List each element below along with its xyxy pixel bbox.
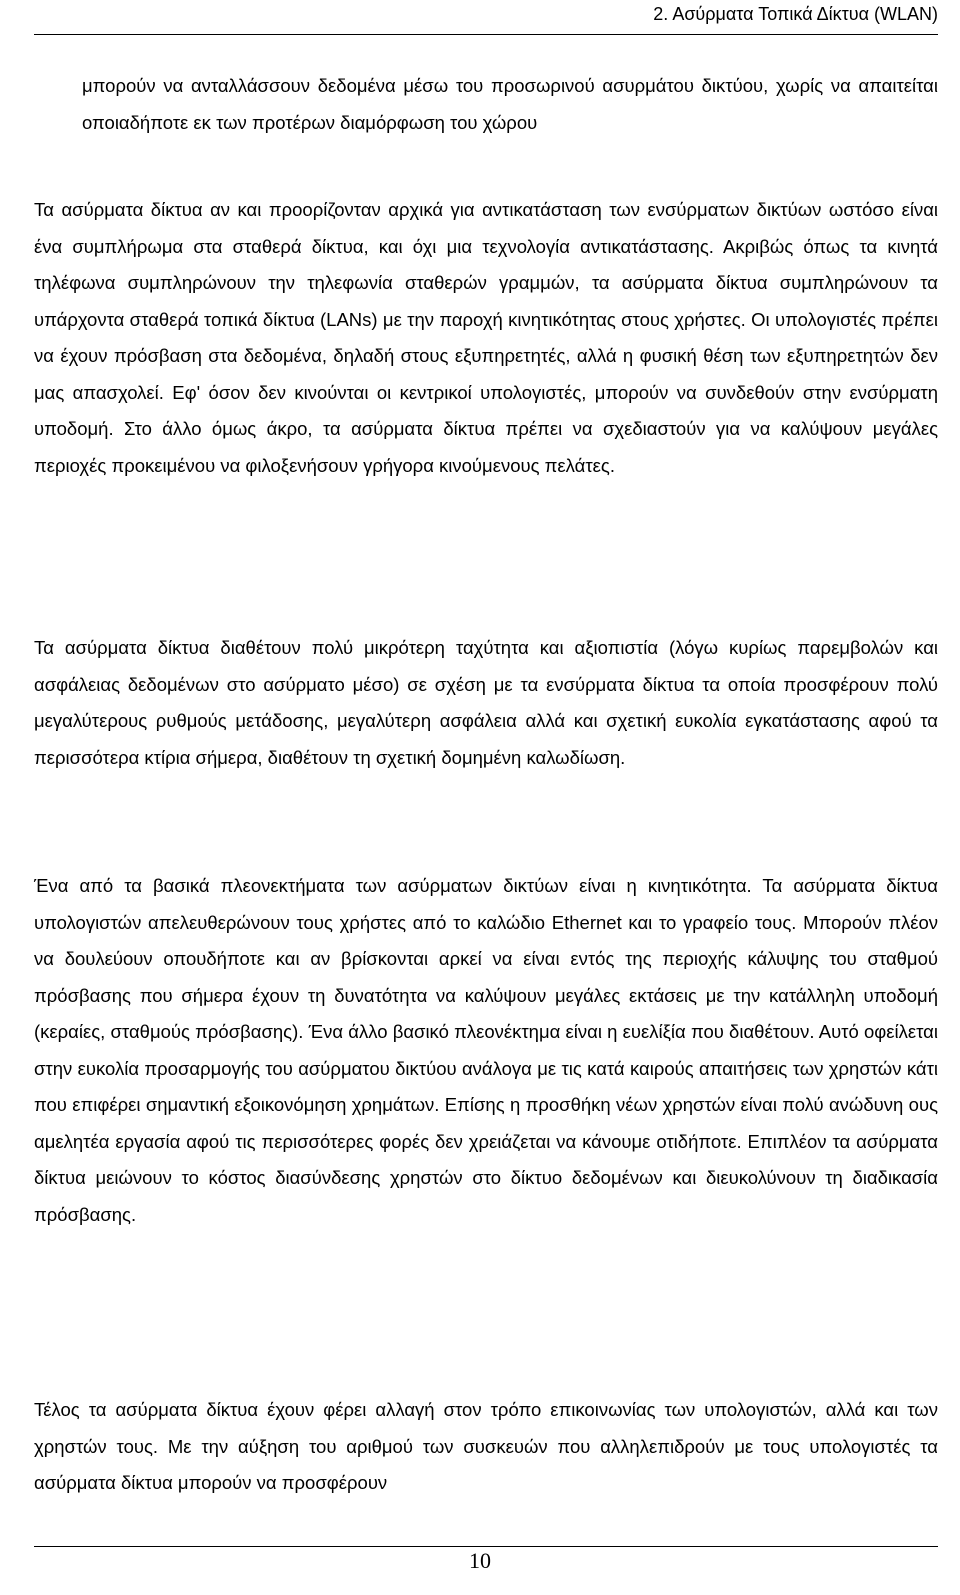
paragraph-communication-change: Τέλος τα ασύρματα δίκτυα έχουν φέρει αλλαγή στον τρόπο επικοινωνίας των υπολογιστών, αλλά και των χρηστών τους. Με την αύξηση του αριθμού των συσκευών που αλληλεπιδρούν με τους υπολογιστές τα ασύρματα δίκτυα μπορούν να προσφέρουν xyxy=(34,1399,938,1493)
page-number: 10 xyxy=(469,1548,491,1573)
footer-divider xyxy=(34,1546,938,1547)
paragraph-speed-reliability: Τα ασύρματα δίκτυα διαθέτουν πολύ μικρότερη ταχύτητα και αξιοπιστία (λόγω κυρίως παρεμβολών και ασφάλειας δεδομένων στο ασύρματο μέσο) σε σχέση με τα ενσύρματα δίκτυα τα οποία προσφέρουν πολύ μεγαλύτερους ρυθμούς μετάδοσης, μεγαλύτερη ασφάλεια αλλά και σχετική ευκολία εγκατάστασης αφού τα περισσότερα κτίρια σήμερα, διαθέτουν τη σχετική δομημένη καλωδίωση. xyxy=(34,637,938,768)
paragraph-mobility-advantages: Ένα από τα βασικά πλεονεκτήματα των ασύρματων δικτύων είναι η κινητικότητα. Τα ασύρματα δίκτυα υπολογιστών απελευθερώνουν τους χρήστες από το καλώδιο Ethernet και το γραφείο τους. Μπορούν πλέον να δουλεύουν οπουδήποτε και αν βρίσκονται αρκεί να είναι εντός της περιοχής κάλυψης του σταθμού πρόσβασης που σήμερα έχουν τη δυνατότητα να καλύψουν μεγάλες εκτάσεις με την κατάλληλη υποδομή (κεραίες, σταθμούς πρόσβασης). Ένα άλλο βασικό πλεονέκτημα είναι η ευελίξία που διαθέτουν. Αυτό οφείλεται στην ευκολία προσαρμογής του ασύρματου δικτύου ανάλογα με τις κατά καιρούς απαιτήσεις των χρηστών κάτι που επιφέρει σημαντική εξοικονόμηση χρημάτων. Επίσης η προσθήκη νέων χρηστών είναι πολύ ανώδυνη ους αμελητέα εργασία αφού τις περισσότερες φορές δεν χρειάζεται να κάνουμε οτιδήποτε. Επιπλέον τα ασύρματα δίκτυα μειώνουν το κόστος διασύνδεσης χρηστών στο δίκτυο δεδομένων και διευκολύνουν τη διαδικασία πρόσβασης. xyxy=(34,875,938,1225)
paragraph-continuation: μπορούν να ανταλλάσσουν δεδομένα μέσω του προσωρινού ασυρμάτου δικτύου, χωρίς να απαιτείται οποιαδήποτε εκ των προτέρων διαμόρφωση του χώρου xyxy=(82,75,938,133)
header-divider xyxy=(34,34,938,35)
paragraph-wireless-complement: Τα ασύρματα δίκτυα αν και προορίζονταν αρχικά για αντικατάσταση των ενσύρματων δικτύων ωστόσο είναι ένα συμπλήρωμα στα σταθερά δίκτυα, και όχι μια τεχνολογία αντικατάστασης. Ακριβώς όπως τα κινητά τηλέφωνα συμπληρώνουν την τηλεφωνία σταθερών γραμμών, τα ασύρματα δίκτυα συμπληρώνουν τα υπάρχοντα σταθερά τοπικά δίκτυα (LANs) με την παροχή κινητικότητας στους χρήστες. Οι υπολογιστές πρέπει να έχουν πρόσβαση στα δεδομένα, δηλαδή στους εξυπηρετητές, αλλά η φυσική θέση των εξυπηρετητών δεν μας απασχολεί. Εφ' όσον δεν κινούνται οι κεντρικοί υπολογιστές, μπορούν να συνδεθούν στην ενσύρματη υποδομή. Στο άλλο όμως άκρο, τα ασύρματα δίκτυα πρέπει να σχεδιαστούν για να καλύψουν μεγάλες περιοχές προκειμένου να φιλοξενήσουν γρήγορα κινούμενους πελάτες. xyxy=(34,199,938,476)
running-header: 2. Ασύρματα Τοπικά Δίκτυα (WLAN) xyxy=(653,4,938,24)
